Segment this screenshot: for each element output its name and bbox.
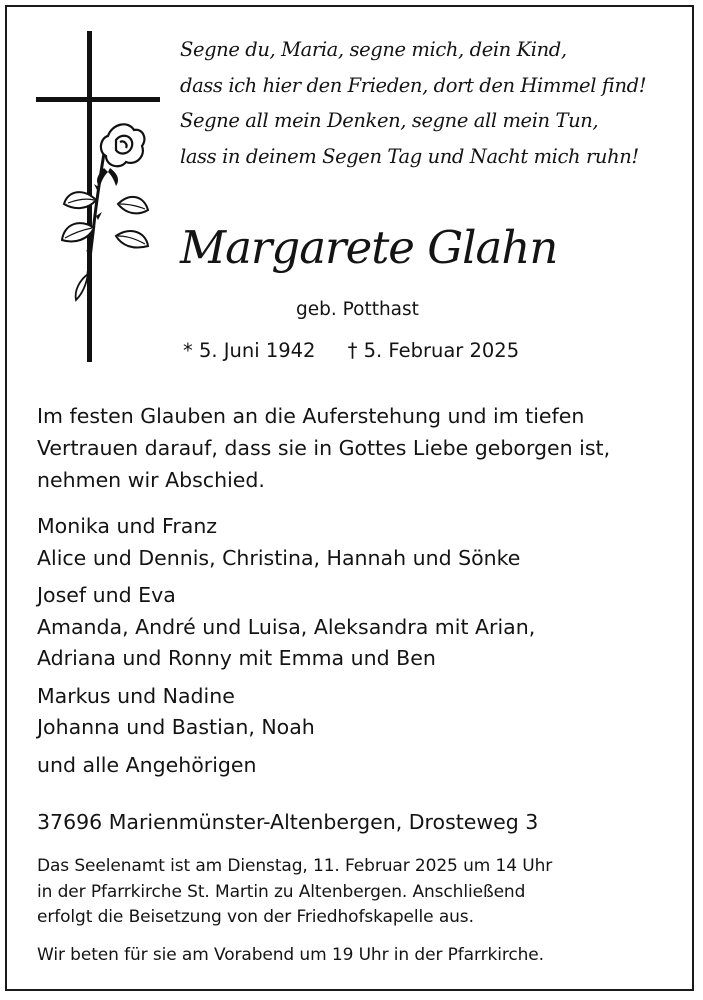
family-all-relatives: und alle Angehörigen <box>37 752 257 777</box>
evening-prayer: Wir beten für sie am Vorabend um 19 Uhr in der Pfarrkirche. <box>37 945 544 965</box>
farewell-line: Vertrauen darauf, dass sie in Gottes Liebe geborgen ist, <box>37 436 611 460</box>
family-line: Josef und Eva <box>37 583 176 607</box>
poem-line: Segne all mein Denken, segne all mein Tun, <box>180 109 599 132</box>
family-line: Markus und Nadine <box>37 683 235 708</box>
service-info <box>37 854 677 931</box>
cross-with-rose-icon <box>30 28 170 368</box>
service-line: Das Seelenamt ist am Dienstag, 11. Februar 2025 um 14 Uhr <box>37 856 553 876</box>
farewell-text <box>37 400 677 496</box>
farewell-line: Im festen Glauben an die Auferstehung und im tiefen <box>37 404 585 428</box>
family-line: Alice und Dennis, Christina, Hannah und Sönke <box>37 545 521 570</box>
birth-name: geb. Potthast <box>296 299 419 320</box>
poem-line: lass in deinem Segen Tag und Nacht mich ruhn! <box>180 144 639 168</box>
service-line: in der Pfarrkirche St. Martin zu Altenbergen. Anschließend <box>37 881 526 902</box>
mourners-list <box>37 511 677 781</box>
poem-line: Segne du, Maria, segne mich, dein Kind, <box>180 38 567 61</box>
farewell-line: nehmen wir Abschied. <box>37 468 265 492</box>
family-line: Amanda, André und Luisa, Aleksandra mit Arian, <box>37 614 536 639</box>
address: 37696 Marienmünster-Altenbergen, Drosteweg 3 <box>37 810 539 834</box>
poem <box>180 32 685 174</box>
family-line: Adriana und Ronny mit Emma und Ben <box>37 646 436 670</box>
poem-line: dass ich hier den Frieden, dort den Himmel find! <box>180 73 647 97</box>
family-group <box>37 681 677 744</box>
life-dates <box>183 339 519 362</box>
deceased-name: Margarete Glahn <box>180 221 558 274</box>
family-line: Johanna und Bastian, Noah <box>37 715 315 739</box>
family-group <box>37 580 677 675</box>
family-line: Monika und Franz <box>37 514 218 538</box>
death-date: † 5. Februar 2025 <box>347 339 520 362</box>
birth-date: * 5. Juni 1942 <box>183 339 316 362</box>
family-group <box>37 511 677 574</box>
service-line: erfolgt die Beisetzung von der Friedhofskapelle aus. <box>37 907 474 927</box>
